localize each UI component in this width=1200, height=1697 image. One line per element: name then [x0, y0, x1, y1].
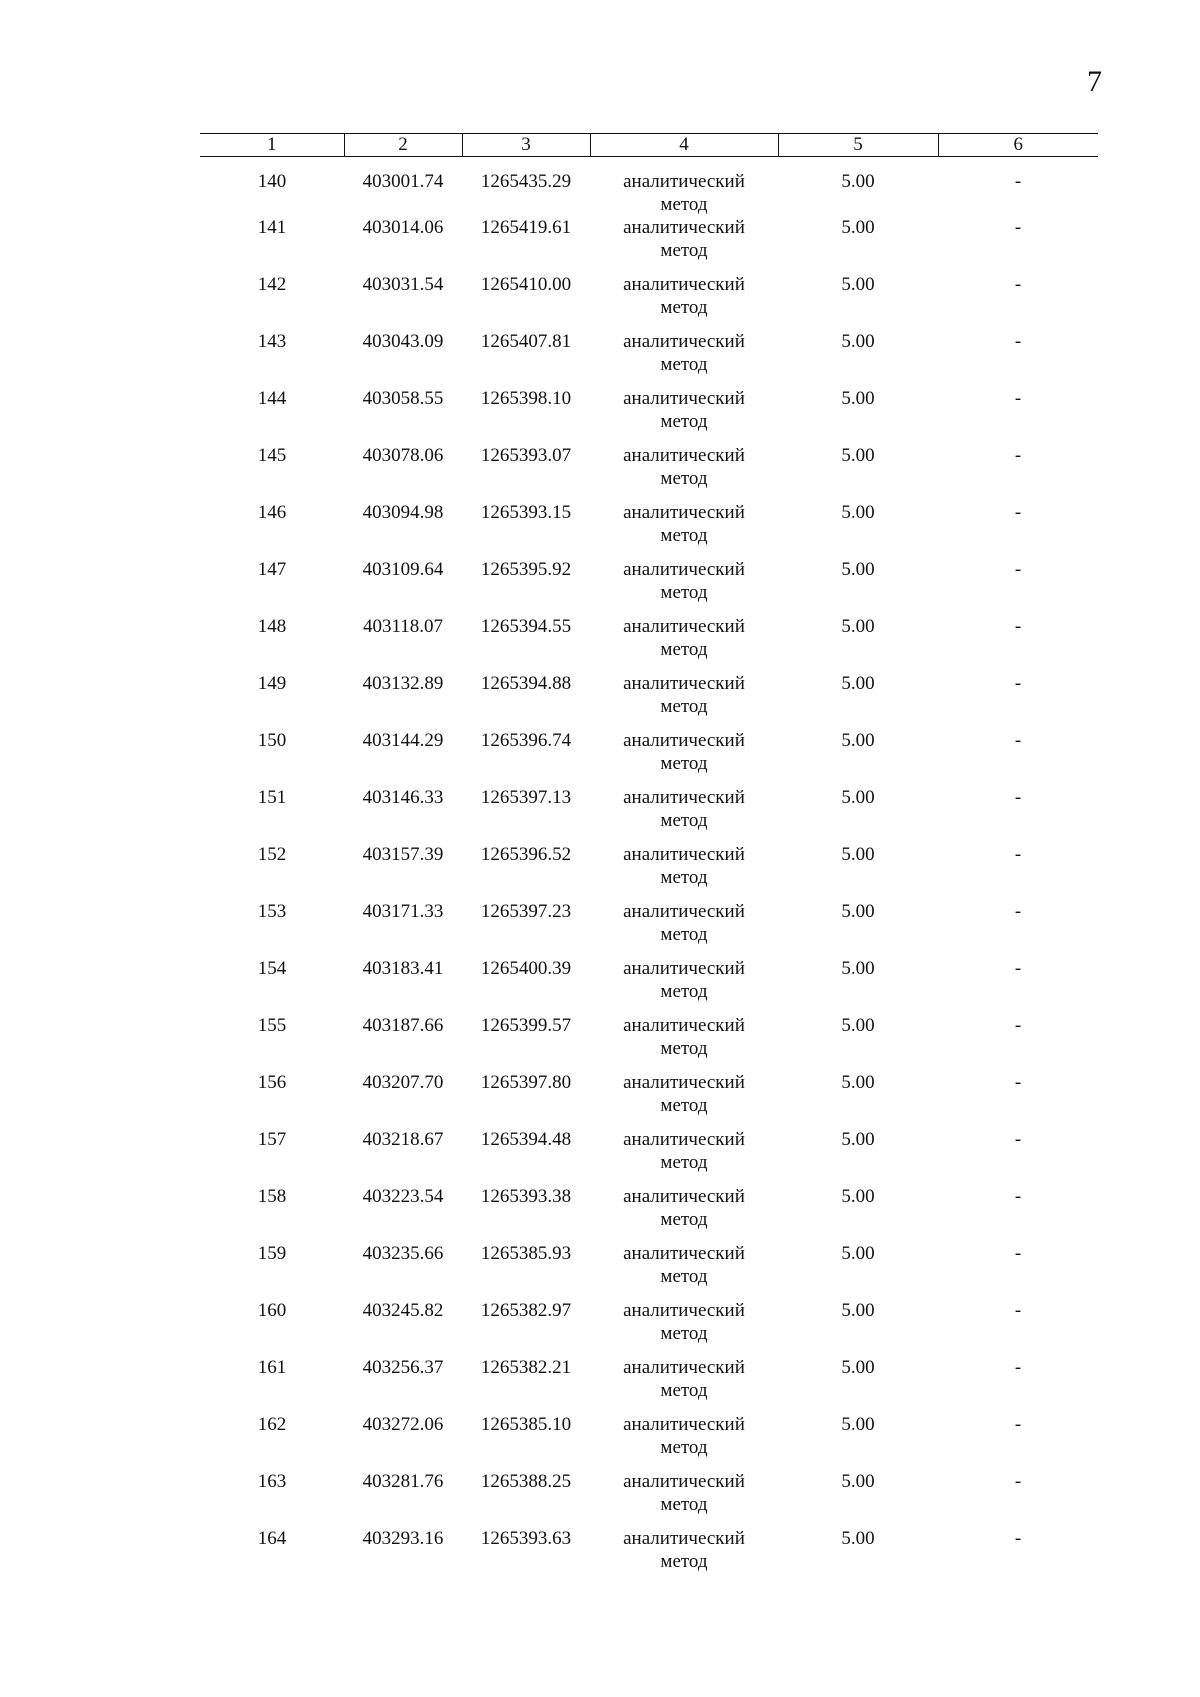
method-cell	[590, 216, 778, 273]
accuracy-cell: 5.00	[841, 217, 875, 238]
note-cell: -	[1014, 1300, 1022, 1321]
y-coordinate-cell: 1265397.80	[480, 1072, 572, 1093]
accuracy-cell: 5.00	[841, 331, 875, 352]
table-row	[200, 786, 1098, 843]
header-col-2: 2	[344, 134, 462, 157]
method-cell	[590, 330, 778, 387]
y-coordinate-cell: 1265397.13	[480, 787, 572, 808]
accuracy-cell: 5.00	[841, 274, 875, 295]
note-cell: -	[1014, 1243, 1022, 1264]
x-coordinate-cell: 403235.66	[362, 1243, 444, 1264]
method-cell	[590, 1242, 778, 1299]
method-cell	[590, 558, 778, 615]
method-line-1: аналитический	[623, 901, 745, 922]
page-number: 7	[1087, 65, 1102, 98]
x-coordinate-cell: 403218.67	[362, 1129, 444, 1150]
note-cell: -	[1014, 445, 1022, 466]
note-cell: -	[1014, 616, 1022, 637]
accuracy-cell: 5.00	[841, 673, 875, 694]
note-cell: -	[1014, 1186, 1022, 1207]
table-row	[200, 444, 1098, 501]
table-row	[200, 672, 1098, 729]
method-line-1: аналитический	[623, 844, 745, 865]
x-coordinate-cell: 403293.16	[362, 1528, 444, 1549]
x-coordinate-cell: 403078.06	[362, 445, 444, 466]
x-coordinate-cell: 403001.74	[362, 171, 444, 192]
method-line-1: аналитический	[623, 1072, 745, 1093]
accuracy-cell: 5.00	[841, 1243, 875, 1264]
method-line-2: метод	[660, 981, 708, 1002]
point-number-cell: 146	[257, 502, 287, 523]
header-col-5: 5	[778, 134, 938, 157]
method-cell	[590, 1185, 778, 1242]
point-number-cell: 163	[257, 1471, 287, 1492]
method-cell	[590, 1128, 778, 1185]
y-coordinate-cell: 1265394.55	[480, 616, 572, 637]
x-coordinate-cell: 403256.37	[362, 1357, 444, 1378]
method-line-1: аналитический	[623, 730, 745, 751]
table-row	[200, 273, 1098, 330]
y-coordinate-cell: 1265419.61	[480, 217, 572, 238]
y-coordinate-cell: 1265398.10	[480, 388, 572, 409]
x-coordinate-cell: 403144.29	[362, 730, 444, 751]
accuracy-cell: 5.00	[841, 730, 875, 751]
point-number-cell: 164	[257, 1528, 287, 1549]
method-cell	[590, 387, 778, 444]
x-coordinate-cell: 403058.55	[362, 388, 444, 409]
note-cell: -	[1014, 1015, 1022, 1036]
x-coordinate-cell: 403014.06	[362, 217, 444, 238]
point-number-cell: 145	[257, 445, 287, 466]
y-coordinate-cell: 1265385.93	[480, 1243, 572, 1264]
method-line-1: аналитический	[623, 958, 745, 979]
method-line-2: метод	[660, 639, 708, 660]
accuracy-cell: 5.00	[841, 958, 875, 979]
note-cell: -	[1014, 171, 1022, 192]
table-row	[200, 843, 1098, 900]
point-number-cell: 150	[257, 730, 287, 751]
method-cell	[590, 1413, 778, 1470]
point-number-cell: 149	[257, 673, 287, 694]
table-row	[200, 501, 1098, 558]
method-cell	[590, 157, 778, 217]
x-coordinate-cell: 403187.66	[362, 1015, 444, 1036]
method-cell	[590, 786, 778, 843]
table-row	[200, 157, 1098, 217]
method-line-1: аналитический	[623, 1300, 745, 1321]
method-cell	[590, 1470, 778, 1527]
method-line-2: метод	[660, 194, 708, 215]
x-coordinate-cell: 403031.54	[362, 274, 444, 295]
header-row	[200, 134, 1098, 157]
point-number-cell: 153	[257, 901, 287, 922]
x-coordinate-cell: 403183.41	[362, 958, 444, 979]
accuracy-cell: 5.00	[841, 171, 875, 192]
table-row	[200, 1356, 1098, 1413]
y-coordinate-cell: 1265393.63	[480, 1528, 572, 1549]
y-coordinate-cell: 1265382.21	[480, 1357, 572, 1378]
accuracy-cell: 5.00	[841, 844, 875, 865]
accuracy-cell: 5.00	[841, 1357, 875, 1378]
method-line-2: метод	[660, 297, 708, 318]
method-line-2: метод	[660, 1095, 708, 1116]
point-number-cell: 162	[257, 1414, 287, 1435]
header-col-6: 6	[938, 134, 1098, 157]
method-cell	[590, 273, 778, 330]
point-number-cell: 159	[257, 1243, 287, 1264]
method-line-2: метод	[660, 525, 708, 546]
x-coordinate-cell: 403281.76	[362, 1471, 444, 1492]
y-coordinate-cell: 1265394.48	[480, 1129, 572, 1150]
accuracy-cell: 5.00	[841, 616, 875, 637]
accuracy-cell: 5.00	[841, 1300, 875, 1321]
y-coordinate-cell: 1265395.92	[480, 559, 572, 580]
note-cell: -	[1014, 1357, 1022, 1378]
note-cell: -	[1014, 730, 1022, 751]
method-line-2: метод	[660, 1323, 708, 1344]
accuracy-cell: 5.00	[841, 1528, 875, 1549]
method-line-2: метод	[660, 354, 708, 375]
table-row	[200, 1413, 1098, 1470]
point-number-cell: 151	[257, 787, 287, 808]
point-number-cell: 143	[257, 331, 287, 352]
x-coordinate-cell: 403146.33	[362, 787, 444, 808]
point-number-cell: 148	[257, 616, 287, 637]
table-row	[200, 387, 1098, 444]
method-line-1: аналитический	[623, 1357, 745, 1378]
table-row	[200, 1527, 1098, 1584]
method-cell	[590, 1014, 778, 1071]
y-coordinate-cell: 1265388.25	[480, 1471, 572, 1492]
method-line-2: метод	[660, 1380, 708, 1401]
method-line-1: аналитический	[623, 1471, 745, 1492]
table-row	[200, 957, 1098, 1014]
accuracy-cell: 5.00	[841, 1015, 875, 1036]
method-line-1: аналитический	[623, 388, 745, 409]
method-line-2: метод	[660, 1494, 708, 1515]
x-coordinate-cell: 403223.54	[362, 1186, 444, 1207]
method-cell	[590, 615, 778, 672]
x-coordinate-cell: 403171.33	[362, 901, 444, 922]
method-line-2: метод	[660, 753, 708, 774]
table-row	[200, 1470, 1098, 1527]
method-line-1: аналитический	[623, 1129, 745, 1150]
method-cell	[590, 1527, 778, 1584]
accuracy-cell: 5.00	[841, 1129, 875, 1150]
point-number-cell: 161	[257, 1357, 287, 1378]
y-coordinate-cell: 1265396.74	[480, 730, 572, 751]
note-cell: -	[1014, 502, 1022, 523]
method-line-2: метод	[660, 240, 708, 261]
method-line-1: аналитический	[623, 1528, 745, 1549]
table-row	[200, 615, 1098, 672]
method-line-2: метод	[660, 1437, 708, 1458]
x-coordinate-cell: 403043.09	[362, 331, 444, 352]
note-cell: -	[1014, 331, 1022, 352]
point-number-cell: 140	[257, 171, 287, 192]
table-row	[200, 1299, 1098, 1356]
accuracy-cell: 5.00	[841, 1072, 875, 1093]
method-line-1: аналитический	[623, 217, 745, 238]
note-cell: -	[1014, 388, 1022, 409]
method-line-1: аналитический	[623, 787, 745, 808]
method-line-2: метод	[660, 1551, 708, 1572]
x-coordinate-cell: 403132.89	[362, 673, 444, 694]
point-number-cell: 144	[257, 388, 287, 409]
method-line-1: аналитический	[623, 445, 745, 466]
x-coordinate-cell: 403157.39	[362, 844, 444, 865]
note-cell: -	[1014, 217, 1022, 238]
note-cell: -	[1014, 787, 1022, 808]
accuracy-cell: 5.00	[841, 787, 875, 808]
method-line-1: аналитический	[623, 559, 745, 580]
point-number-cell: 158	[257, 1186, 287, 1207]
note-cell: -	[1014, 1471, 1022, 1492]
method-line-2: метод	[660, 696, 708, 717]
x-coordinate-cell: 403245.82	[362, 1300, 444, 1321]
method-line-2: метод	[660, 582, 708, 603]
method-line-1: аналитический	[623, 502, 745, 523]
y-coordinate-cell: 1265385.10	[480, 1414, 572, 1435]
header-col-4: 4	[590, 134, 778, 157]
header-col-3: 3	[462, 134, 590, 157]
table-row	[200, 1128, 1098, 1185]
point-number-cell: 152	[257, 844, 287, 865]
method-cell	[590, 501, 778, 558]
note-cell: -	[1014, 844, 1022, 865]
y-coordinate-cell: 1265400.39	[480, 958, 572, 979]
x-coordinate-cell: 403094.98	[362, 502, 444, 523]
method-line-1: аналитический	[623, 1414, 745, 1435]
y-coordinate-cell: 1265393.15	[480, 502, 572, 523]
y-coordinate-cell: 1265393.07	[480, 445, 572, 466]
point-number-cell: 157	[257, 1129, 287, 1150]
accuracy-cell: 5.00	[841, 559, 875, 580]
method-line-1: аналитический	[623, 1015, 745, 1036]
y-coordinate-cell: 1265410.00	[480, 274, 572, 295]
x-coordinate-cell: 403207.70	[362, 1072, 444, 1093]
y-coordinate-cell: 1265394.88	[480, 673, 572, 694]
method-line-2: метод	[660, 468, 708, 489]
method-line-2: метод	[660, 867, 708, 888]
note-cell: -	[1014, 1528, 1022, 1549]
method-line-1: аналитический	[623, 171, 745, 192]
method-cell	[590, 729, 778, 786]
method-line-1: аналитический	[623, 274, 745, 295]
table-row	[200, 900, 1098, 957]
note-cell: -	[1014, 673, 1022, 694]
method-line-1: аналитический	[623, 331, 745, 352]
method-line-2: метод	[660, 411, 708, 432]
method-line-1: аналитический	[623, 1243, 745, 1264]
table-row	[200, 1014, 1098, 1071]
accuracy-cell: 5.00	[841, 502, 875, 523]
table-row	[200, 1071, 1098, 1128]
method-cell	[590, 1299, 778, 1356]
method-line-2: метод	[660, 1038, 708, 1059]
method-line-2: метод	[660, 924, 708, 945]
y-coordinate-cell: 1265396.52	[480, 844, 572, 865]
table-body	[200, 157, 1098, 1585]
method-line-2: метод	[660, 1209, 708, 1230]
y-coordinate-cell: 1265393.38	[480, 1186, 572, 1207]
method-cell	[590, 843, 778, 900]
point-number-cell: 154	[257, 958, 287, 979]
point-number-cell: 155	[257, 1015, 287, 1036]
method-line-2: метод	[660, 1266, 708, 1287]
point-number-cell: 160	[257, 1300, 287, 1321]
method-cell	[590, 1356, 778, 1413]
header-col-1: 1	[200, 134, 344, 157]
accuracy-cell: 5.00	[841, 388, 875, 409]
method-cell	[590, 444, 778, 501]
accuracy-cell: 5.00	[841, 1471, 875, 1492]
accuracy-cell: 5.00	[841, 1414, 875, 1435]
coordinates-table	[200, 133, 1098, 1584]
method-line-2: метод	[660, 810, 708, 831]
y-coordinate-cell: 1265397.23	[480, 901, 572, 922]
method-line-1: аналитический	[623, 616, 745, 637]
table-row	[200, 1242, 1098, 1299]
note-cell: -	[1014, 958, 1022, 979]
note-cell: -	[1014, 1072, 1022, 1093]
x-coordinate-cell: 403272.06	[362, 1414, 444, 1435]
note-cell: -	[1014, 1414, 1022, 1435]
x-coordinate-cell: 403118.07	[362, 616, 444, 637]
point-number-cell: 142	[257, 274, 287, 295]
note-cell: -	[1014, 559, 1022, 580]
method-line-1: аналитический	[623, 1186, 745, 1207]
point-number-cell: 156	[257, 1072, 287, 1093]
table-row	[200, 558, 1098, 615]
method-cell	[590, 672, 778, 729]
y-coordinate-cell: 1265382.97	[480, 1300, 572, 1321]
accuracy-cell: 5.00	[841, 445, 875, 466]
table-row	[200, 1185, 1098, 1242]
method-line-1: аналитический	[623, 673, 745, 694]
table-header	[200, 134, 1098, 157]
x-coordinate-cell: 403109.64	[362, 559, 444, 580]
y-coordinate-cell: 1265435.29	[480, 171, 572, 192]
method-line-2: метод	[660, 1152, 708, 1173]
note-cell: -	[1014, 274, 1022, 295]
note-cell: -	[1014, 901, 1022, 922]
note-cell: -	[1014, 1129, 1022, 1150]
table-row	[200, 330, 1098, 387]
table-row	[200, 216, 1098, 273]
y-coordinate-cell: 1265399.57	[480, 1015, 572, 1036]
method-cell	[590, 1071, 778, 1128]
method-cell	[590, 900, 778, 957]
point-number-cell: 141	[257, 217, 287, 238]
point-number-cell: 147	[257, 559, 287, 580]
accuracy-cell: 5.00	[841, 1186, 875, 1207]
table-row	[200, 729, 1098, 786]
y-coordinate-cell: 1265407.81	[480, 331, 572, 352]
accuracy-cell: 5.00	[841, 901, 875, 922]
method-cell	[590, 957, 778, 1014]
